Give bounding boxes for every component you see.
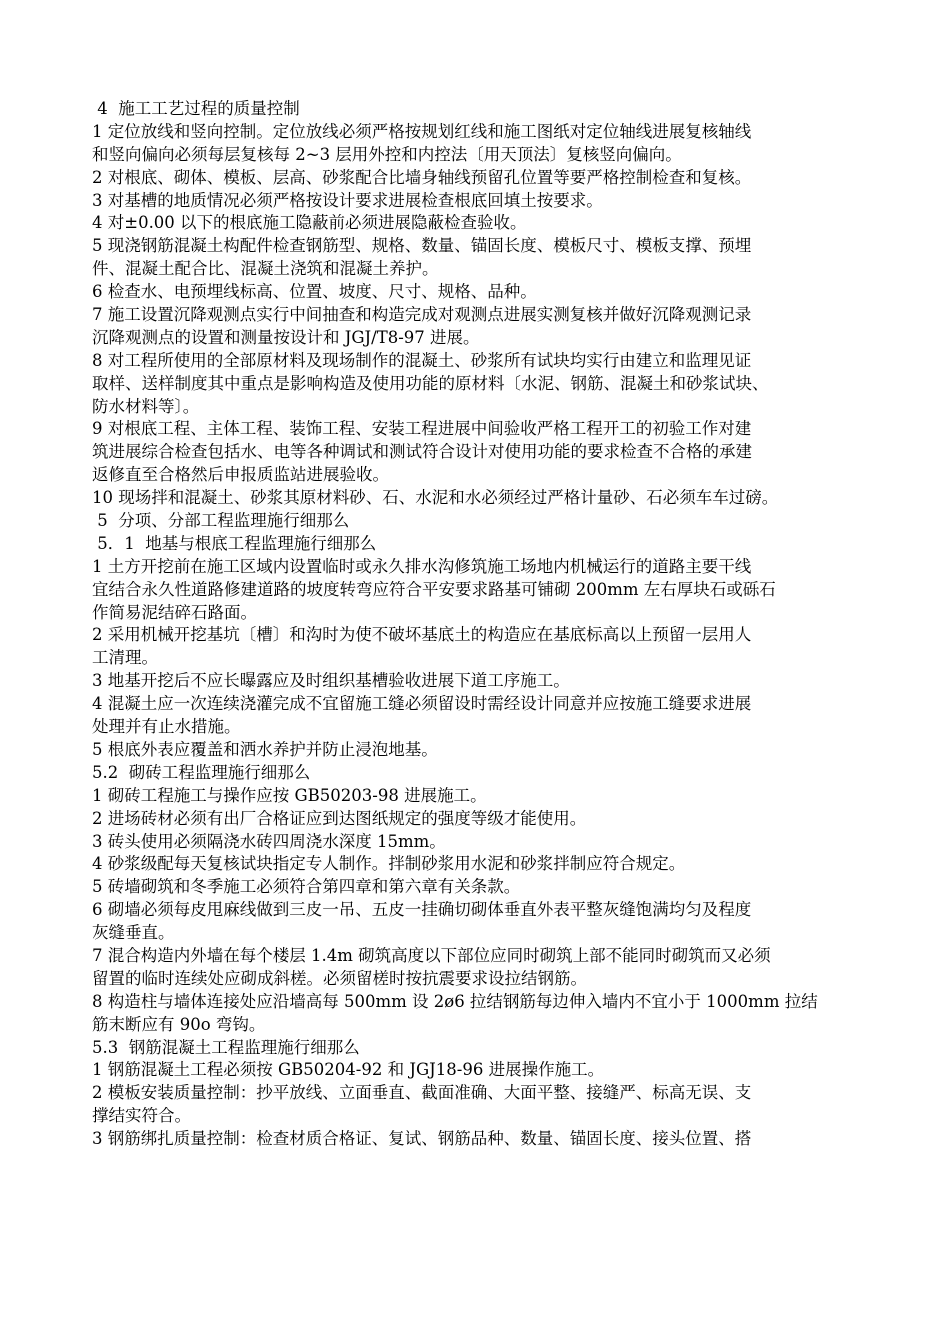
text-line: 10 现场拌和混凝土、砂浆其原材料砂、石、水泥和水必须经过严格计量砂、石必须车车过磅。 <box>92 488 779 508</box>
text-line: 5 砖墙砌筑和冬季施工必须符合第四章和第六章有关条款。 <box>92 877 521 897</box>
text-line: 3 砖头使用必须隔浇水砖四周浇水深度 15mm。 <box>92 831 446 851</box>
text-line: 5 现浇钢筋混凝土构配件检查钢筋型、规格、数量、锚固长度、模板尺寸、模板支撑、预埋 <box>92 236 752 256</box>
text-line: 2 模板安装质量控制：抄平放线、立面垂直、截面准确、大面平整、接缝严、标高无误、支 <box>92 1083 752 1103</box>
text-line: 8 构造柱与墙体连接处应沿墙高每 500mm 设 2ø6 拉结钢筋每边伸入墙内不宜小于 1000mm 拉结 <box>92 991 818 1011</box>
text-line: 灰缝垂直。 <box>92 923 175 943</box>
text-line: 9 对根底工程、主体工程、装饰工程、安装工程进展中间验收严格工程开工的初验工作对建 <box>92 419 752 439</box>
text-line: 4 对±0.00 以下的根底施工隐蔽前必须进展隐蔽检查验收。 <box>92 213 527 233</box>
heading-section-5: 5 分项、分部工程监理施行细那么 <box>92 511 350 531</box>
text-line: 宜结合永久性道路修建道路的坡度转弯应符合平安要求路基可铺砌 200mm 左右厚块石或砾石 <box>92 579 776 599</box>
text-line: 撑结实符合。 <box>92 1106 191 1126</box>
document-body <box>92 98 882 1151</box>
text-line: 7 施工设置沉降观测点实行中间抽查和构造完成对观测点进展实测复核并做好沉降观测记录 <box>92 305 752 325</box>
text-line: 5 根底外表应覆盖和洒水养护并防止浸泡地基。 <box>92 739 438 759</box>
text-line: 2 对根底、砌体、模板、层高、砂浆配合比墙身轴线预留孔位置等要严格控制检查和复核。 <box>92 167 752 187</box>
text-line: 沉降观测点的设置和测量按设计和 JGJ/T8-97 进展。 <box>92 327 480 347</box>
text-line: 处理并有止水措施。 <box>92 717 241 737</box>
heading-section-5-1: 5．1 地基与根底工程监理施行细那么 <box>92 533 377 553</box>
text-line: 1 砌砖工程施工与操作应按 GB50203-98 进展施工。 <box>92 785 487 805</box>
text-line: 留置的临时连续处应砌成斜槎。必须留槎时按抗震要求设拉结钢筋。 <box>92 968 587 988</box>
text-line: 2 进场砖材必须有出厂合格证应到达图纸规定的强度等级才能使用。 <box>92 808 587 828</box>
text-line: 防水材料等〕。 <box>92 396 200 416</box>
text-line: 取样、送样制度其中重点是影响构造及使用功能的原材料〔水泥、钢筋、混凝土和砂浆试块、 <box>92 373 769 393</box>
text-line: 6 砌墙必须每皮甩麻线做到三皮一吊、五皮一挂确切砌体垂直外表平整灰缝饱满均匀及程度 <box>92 900 752 920</box>
text-line: 8 对工程所使用的全部原材料及现场制作的混凝土、砂浆所有试块均实行由建立和监理见证 <box>92 350 752 370</box>
heading-section-5-2: 5.2 砌砖工程监理施行细那么 <box>92 762 311 782</box>
text-line: 筑进展综合检查包括水、电等各种调试和测试符合设计对使用功能的要求检查不合格的承建 <box>92 442 752 462</box>
text-line: 4 砂浆级配每天复核试块指定专人制作。拌制砂浆用水泥和砂浆拌制应符合规定。 <box>92 854 686 874</box>
text-line: 件、混凝土配合比、混凝土浇筑和混凝土养护。 <box>92 259 439 279</box>
heading-section-4: 4 施工工艺过程的质量控制 <box>92 99 300 118</box>
text-line: 筋末断应有 90o 弯钩。 <box>92 1014 266 1034</box>
text-line: 作简易泥结碎石路面。 <box>92 602 257 622</box>
text-line: 返修直至合格然后申报质监站进展验收。 <box>92 465 389 485</box>
text-line: 3 钢筋绑扎质量控制：检查材质合格证、复试、钢筋品种、数量、锚固长度、接头位置、搭 <box>92 1129 752 1149</box>
text-line: 1 土方开挖前在施工区域内设置临时或永久排水沟修筑施工场地内机械运行的道路主要干线 <box>92 556 752 576</box>
text-line: 和竖向偏向必须每层复核每 2~3 层用外控和内控法〔用天顶法〕复核竖向偏向。 <box>92 144 682 164</box>
text-line: 7 混合构造内外墙在每个楼层 1.4m 砌筑高度以下部位应同时砌筑上部不能同时砌筑而又必须 <box>92 945 771 965</box>
text-line: 2 采用机械开挖基坑〔槽〕和沟时为使不破坏基底土的构造应在基底标高以上预留一层用人 <box>92 625 752 645</box>
text-line: 4 混凝土应一次连续浇灌完成不宜留施工缝必须留设时需经设计同意并应按施工缝要求进展 <box>92 694 752 714</box>
text-line: 3 地基开挖后不应长曝露应及时组织基槽验收进展下道工序施工。 <box>92 671 570 691</box>
text-line: 1 定位放线和竖向控制。定位放线必须严格按规划红线和施工图纸对定位轴线进展复核轴线 <box>92 121 752 141</box>
text-line: 6 检查水、电预埋线标高、位置、坡度、尺寸、规格、品种。 <box>92 282 537 302</box>
text-line: 1 钢筋混凝土工程必须按 GB50204-92 和 JGJ18-96 进展操作施工。 <box>92 1060 605 1080</box>
heading-section-5-3: 5.3 钢筋混凝土工程监理施行细那么 <box>92 1037 360 1057</box>
text-line: 3 对基槽的地质情况必须严格按设计要求进展检查根底回填土按要求。 <box>92 190 603 210</box>
text-line: 工清理。 <box>92 648 158 668</box>
